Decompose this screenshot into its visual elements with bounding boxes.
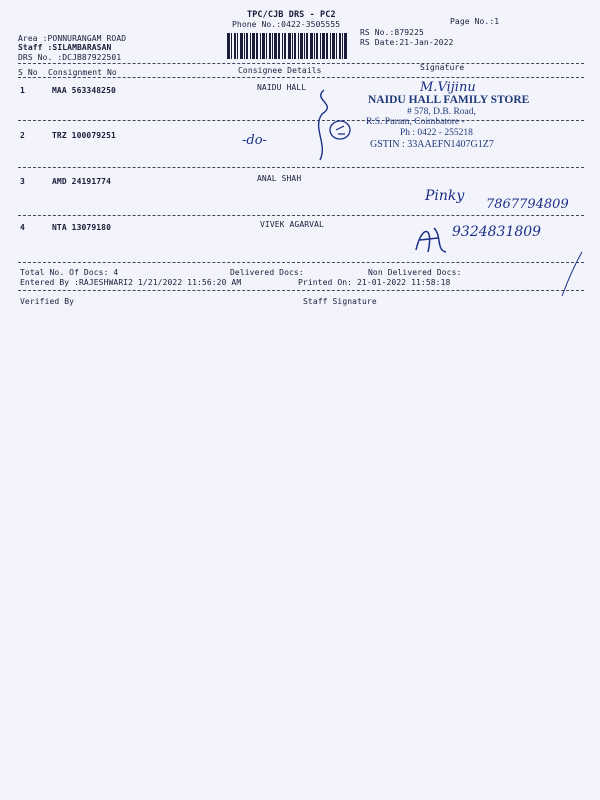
header-rule-bottom — [18, 77, 584, 78]
row-3-sno: 3 — [20, 177, 25, 186]
margin-mark-icon — [560, 250, 590, 300]
printed-on: Printed On: 21-01-2022 11:58:18 — [298, 278, 451, 287]
row-3-handwritten-phone: 7867794809 — [486, 197, 569, 212]
row-4-signature-scribble-icon — [412, 222, 452, 258]
row-2-rule — [18, 167, 584, 168]
drs-number: DRS No. :DCJB87922501 — [18, 53, 122, 62]
staff-signature: Staff Signature — [303, 297, 377, 306]
row-3-consignment: AMD 24191774 — [52, 177, 111, 186]
column-consignee: Consignee Details — [238, 66, 322, 75]
document-title: TPC/CJB DRS - PC2 — [247, 10, 336, 20]
footer-rule — [18, 290, 584, 291]
column-sno: S No — [18, 68, 38, 77]
stamp-gstin: GSTIN : 33AAEFN1407G1Z7 — [370, 139, 494, 150]
header-rule-top — [18, 63, 584, 64]
row-1-rule — [18, 120, 584, 121]
stamp-address-line-2: R.S. Puram, Coimbatore - — [366, 117, 465, 127]
total-docs: Total No. Of Docs: 4 — [20, 268, 119, 277]
entered-by: Entered By :RAJESHWARI2 1/21/2022 11:56:20 AM — [20, 278, 242, 287]
verified-by: Verified By — [20, 297, 75, 306]
phone-number: Phone No.:0422-3505555 — [232, 20, 341, 29]
stamp-address-line-1: # 578, D.B. Road, — [407, 107, 476, 117]
row-1-consignee: NAIDU HALL — [257, 83, 307, 92]
delivered-docs: Delivered Docs: — [230, 268, 304, 277]
area-field: Area :PONNURANGAM ROAD — [18, 34, 127, 43]
row-2-handwritten-ditto: -do- — [242, 133, 267, 148]
staff-field: Staff :SILAMBARASAN — [18, 43, 112, 52]
column-signature: Signature — [420, 63, 465, 72]
stamp-store-name: NAIDU HALL FAMILY STORE — [368, 94, 530, 106]
row-3-rule — [18, 215, 584, 216]
row-2-consignment: TRZ 100079251 — [52, 131, 116, 140]
row-2-signature-scribble-icon — [310, 84, 360, 164]
row-3-handwritten-name: Pinky — [425, 188, 465, 204]
row-2-sno: 2 — [20, 131, 25, 140]
row-3-consignee: ANAL SHAH — [257, 174, 302, 183]
barcode — [227, 33, 347, 59]
row-4-handwritten-phone: 9324831809 — [452, 224, 542, 240]
row-4-sno: 4 — [20, 223, 25, 232]
row-1-sno: 1 — [20, 86, 25, 95]
rs-date: RS Date:21-Jan-2022 — [360, 38, 454, 47]
stamp-phone: Ph : 0422 - 255218 — [400, 128, 473, 138]
row-4-consignee: VIVEK AGARVAL — [260, 220, 324, 229]
row-1-handwritten-signature: M.Vijinu — [420, 80, 476, 95]
rs-number: RS No.:879225 — [360, 28, 424, 37]
row-4-rule — [18, 262, 584, 263]
non-delivered-docs: Non Delivered Docs: — [368, 268, 462, 277]
row-4-consignment: NTA 13079180 — [52, 223, 111, 232]
row-1-consignment: MAA 563348250 — [52, 86, 116, 95]
page-number: Page No.:1 — [450, 17, 500, 26]
column-consignment: Consignment No — [48, 68, 117, 77]
